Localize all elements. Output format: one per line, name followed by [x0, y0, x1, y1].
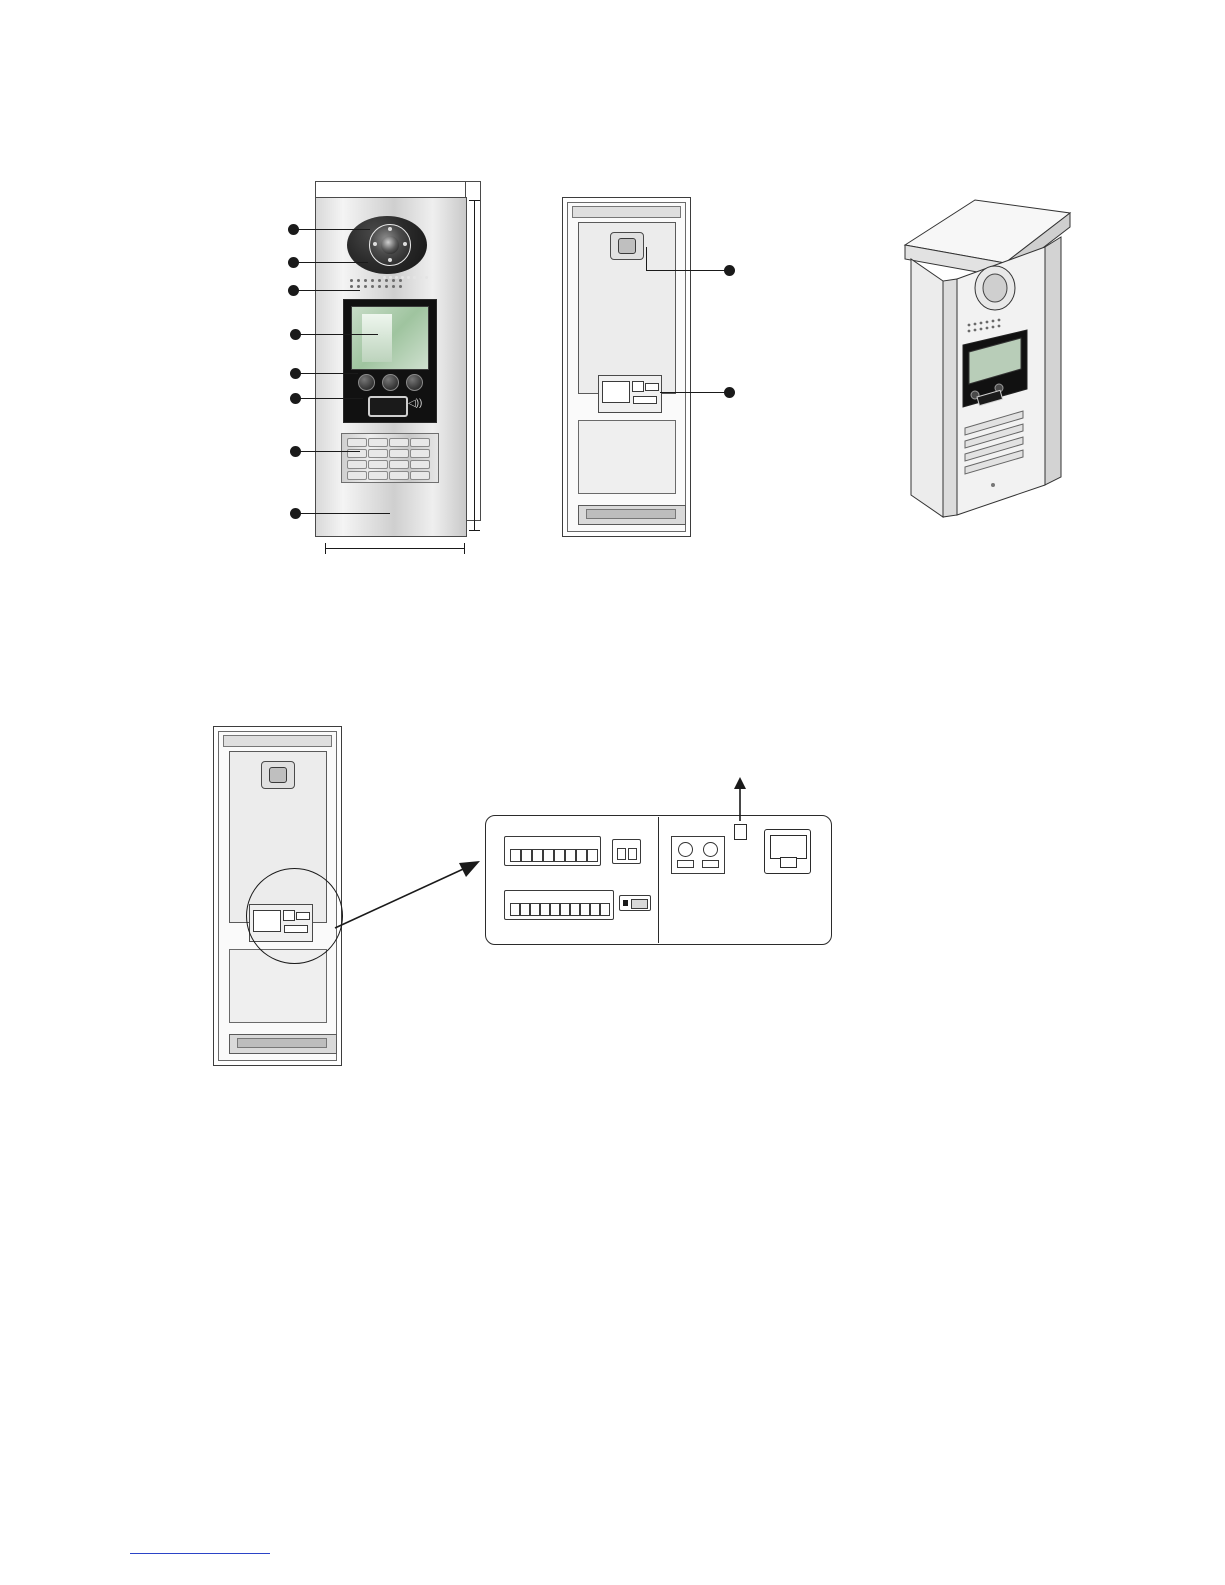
- callout-4-leader: [300, 334, 378, 335]
- speaker-module-cone: [618, 238, 636, 254]
- screw-terminal-block: [671, 836, 725, 874]
- zoom-arrow: [330, 855, 490, 935]
- callout-5-leader: [300, 373, 358, 374]
- panel-top-left-corner: [315, 181, 316, 198]
- callout-7-leader: [300, 451, 360, 452]
- nameplate-buttons[interactable]: [341, 433, 439, 483]
- up-arrow-annotation: [728, 775, 752, 823]
- connector-2pin: [612, 839, 641, 864]
- camera-housing: [347, 216, 427, 274]
- detail-rear-cable-entry-slot: [237, 1038, 327, 1048]
- dimension-tick-top: [469, 200, 480, 201]
- footer-link[interactable]: [130, 1553, 270, 1554]
- pointer-target-tab: [734, 824, 747, 840]
- terminal-connector-small: [632, 381, 644, 392]
- right-arrow-button[interactable]: [406, 374, 423, 391]
- dimension-line-width: [325, 548, 464, 549]
- callout-8-leader: [300, 513, 390, 514]
- dip-switch-detail: [619, 895, 651, 911]
- front-panel-body: [315, 197, 467, 537]
- dimension-tick-right: [464, 543, 465, 554]
- speaker-small-icon: ◁)): [408, 398, 423, 409]
- ir-led-icon: [403, 242, 407, 246]
- callout-9-leader: [646, 270, 726, 271]
- callout-1-leader: [298, 229, 370, 230]
- detail-speaker-cone: [269, 767, 287, 783]
- panel-top-corner: [465, 181, 466, 198]
- iso-drawing: [895, 185, 1085, 545]
- terminal-connectors: [602, 381, 630, 403]
- zoom-circle: [246, 868, 343, 964]
- dip-switch: [633, 396, 657, 404]
- ir-led-icon: [373, 242, 377, 246]
- lcd-module: [343, 299, 437, 423]
- left-arrow-button[interactable]: [358, 374, 375, 391]
- connector-8pin: [504, 836, 601, 866]
- center-button[interactable]: [382, 374, 399, 391]
- camera-icon: [369, 224, 411, 266]
- rear-bottom-cover: [578, 420, 676, 494]
- rear-top-rail: [572, 206, 681, 218]
- callout-10-leader: [660, 392, 726, 393]
- camera-lens: [381, 236, 399, 254]
- connector-10pin: [504, 890, 614, 920]
- rj45-port: [764, 829, 811, 874]
- callout-2-leader: [298, 262, 368, 263]
- lcd-display: [351, 306, 429, 370]
- connector-detail-panel: [485, 815, 832, 945]
- rj45-jack: [645, 383, 659, 391]
- card-reader[interactable]: [368, 396, 408, 417]
- ir-led-icon: [388, 227, 392, 231]
- dimension-tick-bottom: [469, 530, 480, 531]
- callout-6-leader: [300, 398, 363, 399]
- dimension-line-height: [474, 200, 475, 530]
- callout-3-leader: [298, 290, 360, 291]
- panel-top-edge: [315, 181, 465, 182]
- rear-cable-entry-slot: [586, 509, 676, 519]
- detail-rear-top-rail: [223, 735, 332, 747]
- detail-divider: [658, 817, 659, 943]
- callout-9-leader-vertical: [646, 247, 647, 271]
- dimension-tick-left: [325, 543, 326, 554]
- ir-led-icon: [388, 258, 392, 262]
